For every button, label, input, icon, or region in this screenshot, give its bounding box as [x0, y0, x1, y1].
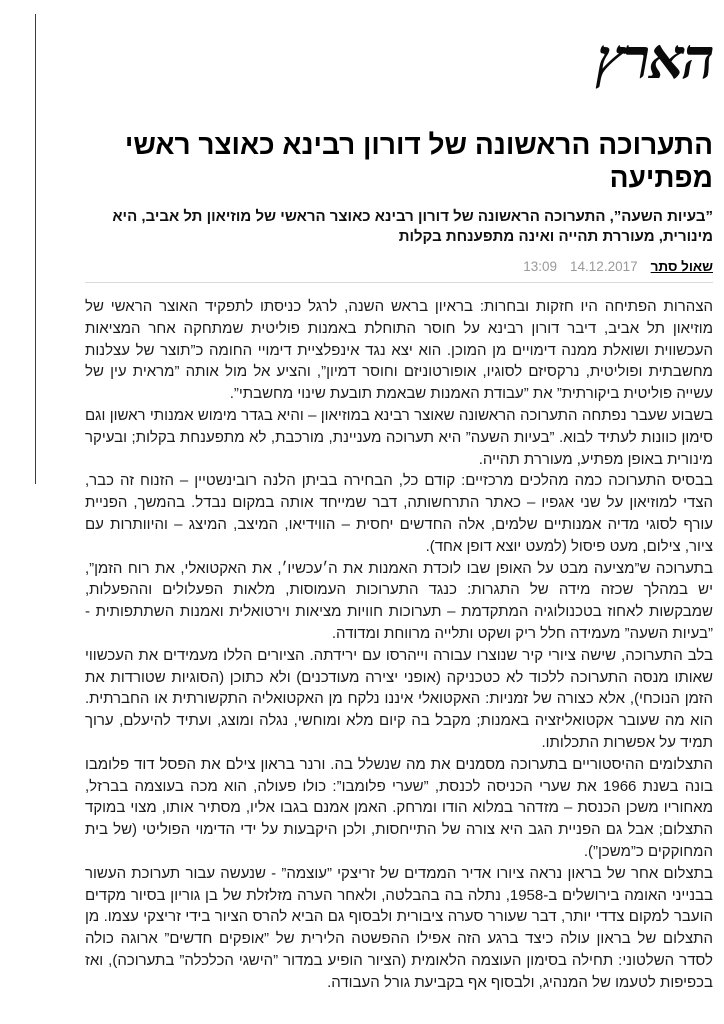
- article-content: [85, 0, 719, 994]
- publish-date: 14.12.2017: [570, 259, 638, 274]
- paragraph: הצהרות הפתיחה היו חזקות ובחרות: בראיון בראש השנה, לרגל כניסתו לתפקיד האוצר הראשי של מוזיאון תל אביב, דיבר דורון רבינא על חוסר התוחלת באמנות פוליטית שמתחקה אחר המציאות העכשווית ושואלת ממנה דימויים מן המוכן. הוא יצא נגד אינפלציית דימויי החומה כ”תוצר של עצלנות מחשבתית ופוליטית, נרקסיזם לסוגיו, אופורטוניזם וחוסר דמיון”, והציע אל מול אותה ”מראית עין של עשייה פוליטית ביקורתית” את ”עבודת האמנות שבאמת תובעת שינוי מחשבתי”.: [85, 298, 713, 403]
- paragraph: בבסיס התערוכה כמה מהלכים מרכזיים: קודם כל, הבחירה בביתן הלנה רובינשטיין – הזנוח זה כבר, הצדי למוזיאון על שני אגפיו – כאתר התרחשותה, דבר שמייחד אותה במקום נבדל. בהמשך, הפניית עורף לסוגי מדיה אמנותיים שלמים, אלה החדשים יחסית – הווידיאו, המיצב, המיצג – והיוותרות עם ציור, צילום, מעט פיסול (למעט יוצא דופן אחד).: [85, 472, 713, 555]
- byline-row: [85, 258, 713, 275]
- paragraph: בשבוע שעבר נפתחה התערוכה הראשונה שאוצר רבינא במוזיאון – והיא בגדר מימוש אמנותי ראשון וגם סימון כוונות לעתיד לבוא. ”בעיות השעה” היא תערוכה מעניינת, מורכבת, לא מתפענחת בקלות; ובעיקר מינורית באופן מפתיע, מעוררת תהייה.: [85, 406, 713, 468]
- byline-separator: [85, 282, 713, 283]
- paragraph: בתצלום אחר של בראון נראה ציורו אדיר הממדים של זריצקי ”עוצמה” - שנעשה עבור תערוכת העשור בבנייני האומה בירושלים ב-1958, נתלה בה בהבלטה, ולאחר הערה מזלזלת של בן גוריון בסיור מקדים הועבר למקום צדדי יותר, דבר שעורר סערה ציבורית ולבסוף גם הביא להרס הציור בידי זריצקי עצמו. מן התצלום של בראון עולה כיצד ברגע הזה אפילו ההפשטה הלירית של ”אופקים חדשים” ארוגה כולה לסדר השלטוני: תחילה בסימון העוצמה הלאומית (הציור הופיע במדור ”הישגי הכלכלה” בתערוכה), ואז בכפיפות לטעמו של המנהיג, ולבסוף אף בקביעת גורל העבודה.: [85, 864, 713, 991]
- author-link[interactable]: שאול סתר: [650, 259, 713, 274]
- paragraph: בלב התערוכה, שישה ציורי קיר שנוצרו עבורה וייהרסו עם ירידתה. הציורים הללו מעמידים את העכשווי שאותו מנסה התערוכה ללכוד לא כטכניקה (אופני יצירה מעודכנים) ולא כתוכן (הסוגיות שטורדות את הזמן הנוכחי), אלא כצורה של זמניות: האקטואלי איננו נלקח מן האקטואליה התקשורתית או החברתית. הוא מה שעובר אקטואליזציה באמנות; מקבל בה קיום מלא ומוחשי, נגלה ומוצג, ועתיד להיעלם, ערוך תמיד על אפשרות התכלותו.: [85, 646, 713, 751]
- article-title: התערוכה הראשונה של דורון רבינא כאוצר ראשי מפתיעה: [124, 129, 713, 193]
- publish-time: 13:09: [523, 259, 558, 274]
- haaretz-logo[interactable]: הארץ: [590, 26, 719, 92]
- article-body: [85, 296, 713, 994]
- left-margin-rule: [35, 14, 36, 484]
- article-subtitle: ”בעיות השעה”, התערוכה הראשונה של דורון רבינא כאוצר הראשי של מוזיאון תל אביב, היא מינורית, מעוררת תהייה ואינה מתפענחת בקלות: [112, 208, 713, 245]
- paragraph: התצלומים ההיסטוריים בתערוכה מסמנים את מה שנשלל בה. ורנר בראון צילם את הפסל דוד פלומבו בונה בשנת 1966 את שערי הכניסה לכנסת, ”שערי פלומבו”: כולו פעולה, הוא מכה בעוצמה בברזל, מאחוריו משכן הכנסת – מזדהר במלוא הודו ומרחק. האמן אמנם בגבו אליו, מסתיר אותו, מצוי במוקד התצלום; אבל גם הפניית הגב היא צורה של התייחסות, ולכן היקבעות על ידי הדימוי הפוליטי (של בית המחוקקים כ”משכן”).: [85, 755, 713, 860]
- paragraph: בתערוכה ש”מציעה מבט על האופן שבו לוכדת האמנות את ה׳עכשיו׳, את האקטואלי, את רוח הזמן”, יש במהלך שכזה מידה של התגרות: כנגד התערוכות העמוסות, מלאות הפעלולים וההפעלות, שמבקשות לאחוז בטכנולוגיה המתקדמת – תערוכות חוויות מציאות וירטואלית ואמנות השתתפותית - ”בעיות השעה” מעמידה חלל ריק ושקט ותלייה מרווחת ומדודה.: [85, 559, 713, 642]
- masthead: [85, 26, 719, 92]
